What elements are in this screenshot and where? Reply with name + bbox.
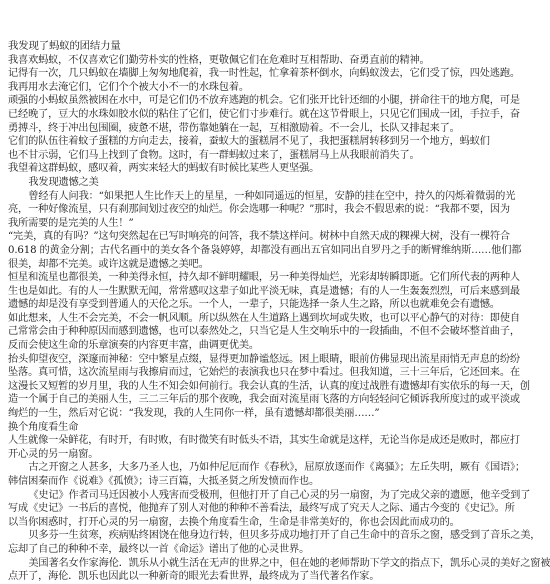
- text-line: 我发现了蚂蚁的团结力量: [8, 40, 121, 52]
- text-line: 恒星和流星也都很美，一种美得永恒，持久却不鲜明耀眼，另一种美得灿烂，光彩却转瞬即逝。它们所代表的两种人: [8, 272, 520, 284]
- text-line: 造一个属于自己的美丽人生，三二三年后的那个夜晚，我会面对流星雨飞落的方向轻轻问它倾诉我所度过的或平淡或: [8, 394, 520, 406]
- text-line: 亮，一种好像流星，只有刹那间划过夜空的灿烂。你会选哪一种呢？”那时，我会不假思索的说：“我都不要，因为: [8, 204, 510, 216]
- text-line: 已经晚了，豆大的水珠如胶水似的粘住了它们，使它们寸步难行。就在这节骨眼上，只见它们围成一团，手拉手，奋: [8, 108, 520, 120]
- text-line: 我喜欢蚂蚁，不仅喜欢它们勤劳朴实的性格，更敬佩它们在危难时互相帮助、奋勇直前的精神。: [8, 54, 430, 66]
- text-line: “完美，真的有吗？”这句突然起在已写时响亮的问答，我不禁这样问。树林中自然天成的粿裸大树，没有一棵符合: [8, 231, 510, 243]
- text-line: 勇搏斗，终于冲出包围圈，疲惫不堪，带伤靠她躺在一起，互相激励着。不一会儿，长队又排起来了。: [8, 122, 460, 134]
- text-line: 写成《史记》一书后的喜悦，他抛弃了别人对他的种种不善看法，最终写成了究天人之际、通古今变的《史记》。所: [8, 503, 515, 515]
- text-line: 也不甘示弱，它们马上找到了食物。这时，有一群蚂蚁过来了，蛋糕屑马上从我眼前消失了。: [8, 149, 420, 161]
- text-line: 韩信困秦而作《说难》《孤愤》；诗三百篇，大抵圣贤之所发愤而作也。: [8, 476, 319, 487]
- text-line: 这漫长又短暂的岁月里，我的人生不知会如何前行。我会认真的生活，认真的度过战胜有遗憾却有实依乐的每一天，创: [8, 380, 530, 392]
- text-line: 绚烂的一生，然后对它说：“我发现，我的人生同你一样，虽有遗憾却都很美丽……”: [8, 408, 380, 420]
- text-line: 如此想来，人生不会完美，不会一帆风顺。所以纵然在人生道路上遇到坎坷或失败，也可以平心静气的对待：即使自: [8, 312, 520, 324]
- text-line: 人生就像一朵鲜花，有时开，有时败，有时微笑有时低头不语，其实生命就是这样，无论当你是成还是败时，都应打: [8, 435, 520, 447]
- text-line: 换个角度看生命: [8, 421, 79, 433]
- text-line: 忘却了自己的种种不幸，最终以一首《命运》谱出了他的心灵世界。: [8, 543, 310, 555]
- text-line: 开心灵的另一扇窗。: [8, 448, 99, 460]
- text-line: 我望着这群蚂蚁，感叹着，两实来轻大的蚂蚁有时候比某些人更坚强。: [8, 163, 320, 175]
- text-line: 贝多芬一生贫寒，疾病贴终困饶在他身边行转，但贝多芬成功地打开了自己生命中的音乐之窗，感受到了音乐之美，: [28, 530, 541, 542]
- text-line: 己常常会由于种种原因而感到遗憾，也可以泰然处之，只当它是人生交响乐中的一段插曲，不但不会破坏整首曲子，: [8, 326, 520, 338]
- text-line: 坠落。真可惜，这次流星雨与我擦肩而过，它始烂的表演我也只在梦中看过。但我知道，三十三年后，它还回来。在: [8, 367, 520, 379]
- text-line: 以当你困惑时，打开心灵的另一扇窗，去换个角度看生命，生命是非常美好的，你也会因此而成功的。: [8, 516, 460, 528]
- text-line: 它们的队伍往着蚊子蛋糕的方向走去，接着，蚕蚁大的蛋糕屑不见了，我把蛋糕屑转移到另一个地方，蚂蚁们: [8, 136, 490, 148]
- text-line: 我再用水去淹它们，它们个个被大小不一的水珠包着。: [8, 81, 249, 93]
- text-line: 顽强的小蚂蚁虽然被困在水中，可是它们仍不放弃逃跑的机会。它们张开比针还细的小腿，拼命往干的地方爬，可是: [8, 95, 520, 107]
- text-line: 抬头仰望夜空，深邃而神秘：空中繁星点缀，显得更加静谧悠远。困上眼睛，眼前仿佛显现出流星雨悄无声息的纷纷: [8, 353, 520, 365]
- text-line: 我发现遗憾之美: [28, 176, 99, 188]
- text-line: 曾经有人问我：“如果把人生比作天上的星星，一种如同遥远的恒星，安静的挂在空中，持久的闪烁着微弱的光: [28, 190, 516, 202]
- text-line: 美国著名女作家海伦．凯乐从小就生活在无声的世界之中，但在她的老师帮助下学文的指点下，凯乐心灵的美好之窗被: [28, 557, 550, 569]
- text-line: 古之开窗之人甚多，大多乃圣人也，乃如仲尼厄而作《春秋》，屈原放逐而作《离骚》；左丘失明，厥有《国语》；: [28, 462, 525, 474]
- text-line: 生也是如此。有的人一生默默无闻，常常感叹这辈子如此平淡无味，真是遗憾；有的人一生轰轰烈烈，可后来感到最: [8, 285, 520, 297]
- text-line: 0.618 的黄金分割；古代名画中的美女各个备袅婷婷，却都没有画出五官如同出自罗丹之手的断臂维纳斯……他们都: [8, 244, 522, 256]
- text-line: 记得有一次，几只蚂蚁在墙脚上匆匆地爬着，我一时性起，忙拿着茶杯倒水，向蚂蚁泼去，它们受了惊，四处逃跑。: [8, 68, 520, 80]
- text-line: 反而会使这生命的乐章演奏的内容更丰富，曲调更优美。: [8, 340, 259, 352]
- text-line: 很美，却都不完美。或许这就是遗憾之美吧。: [8, 258, 209, 270]
- text-line: 我所需要的是完美的人生！”: [8, 217, 134, 229]
- text-line: 遗憾的却是没有享受到普通人的天伦之乐。一个人，一辈子，只能选择一条人生之路，所以也就难免会有遗憾。: [8, 299, 500, 311]
- text-line: 点开了，海伦．凯乐也因此以一种新奇的眼光去看世界，最终成为了当代著名作家。: [8, 571, 380, 583]
- text-line: 《史记》作者司马迁因被小人残害而受极刑，但他打开了自己心灵的另一扇窗，为了完成父亲的遗愿，他辛受到了: [28, 489, 531, 501]
